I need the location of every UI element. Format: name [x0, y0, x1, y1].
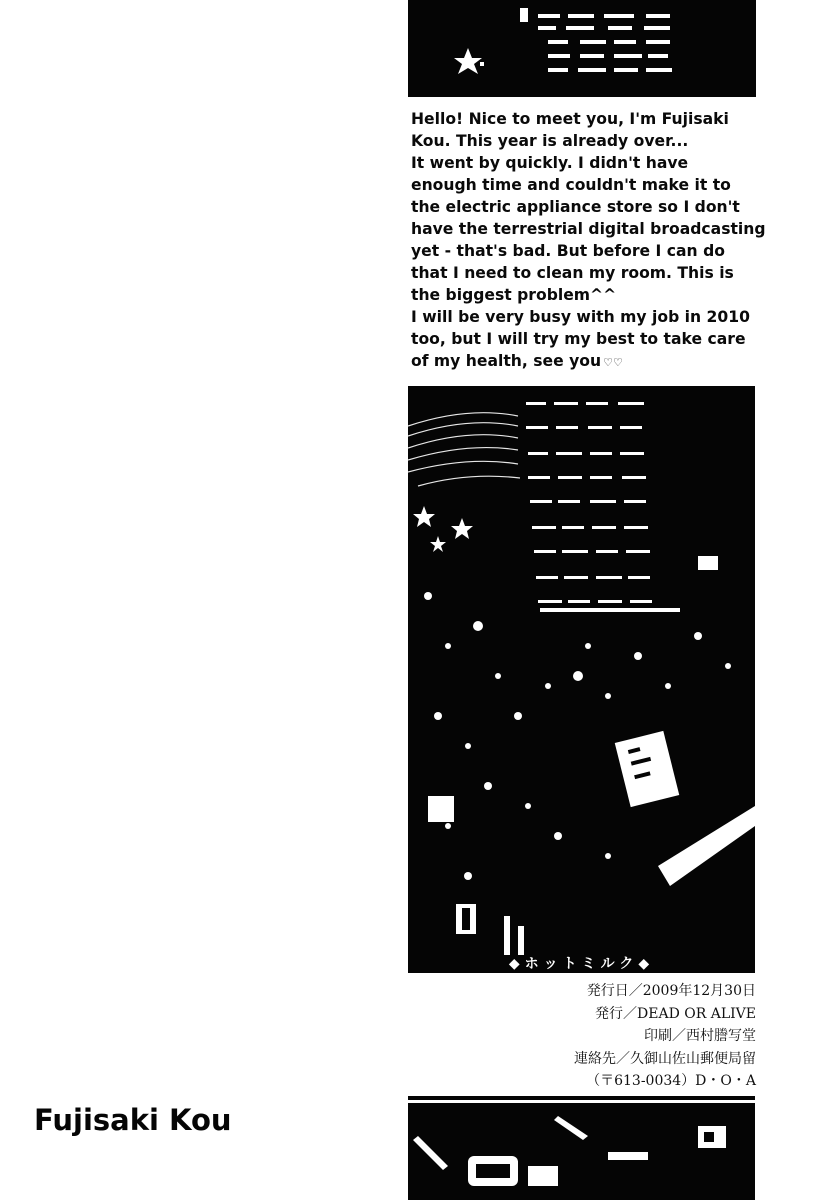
- bottom-illustration-panel: [408, 1096, 755, 1200]
- printer: 印刷／西村謄写堂: [644, 1028, 756, 1044]
- message-line: of my health, see you: [411, 352, 602, 370]
- postal-code: （〒613-0034）D・O・A: [586, 1073, 756, 1089]
- message-line: too, but I will try my best to take care: [411, 330, 746, 348]
- publisher: 発行／DEAD OR ALIVE: [595, 1005, 756, 1022]
- message-line: Hello! Nice to meet you, I'm Fujisaki: [411, 110, 729, 128]
- night-building-illustration: [408, 0, 756, 97]
- message-line: that I need to clean my room. This is: [411, 264, 734, 282]
- message-line: yet - that's bad. But before I can do: [411, 242, 725, 260]
- message-line: the biggest problem^^: [411, 286, 617, 304]
- publish-date: 発行日／2009年12月30日: [586, 983, 756, 999]
- message-line-last: [411, 350, 756, 374]
- heart-icon: ♡♡: [603, 356, 623, 369]
- rooftop-illustration: [408, 1096, 755, 1200]
- contact-address: 連絡先／久御山佐山郵便局留: [574, 1050, 756, 1067]
- message-line: the electric appliance store so I don't: [411, 198, 740, 216]
- message-line: Kou. This year is already over...: [411, 132, 689, 150]
- city-night-illustration: [408, 386, 755, 973]
- message-line: I will be very busy with my job in 2010: [411, 308, 750, 326]
- title-banner: ◆ホットミルク◆: [408, 955, 755, 973]
- message-line: have the terrestrial digital broadcasting: [411, 220, 766, 238]
- top-illustration-panel: [408, 0, 756, 97]
- colophon: [456, 980, 756, 1093]
- message-line: enough time and couldn't make it to: [411, 176, 731, 194]
- message-line: It went by quickly. I didn't have: [411, 154, 689, 172]
- city-night-illustration-panel: [408, 386, 755, 973]
- author-message: [411, 108, 766, 374]
- author-name: Fujisaki Kou: [34, 1103, 232, 1137]
